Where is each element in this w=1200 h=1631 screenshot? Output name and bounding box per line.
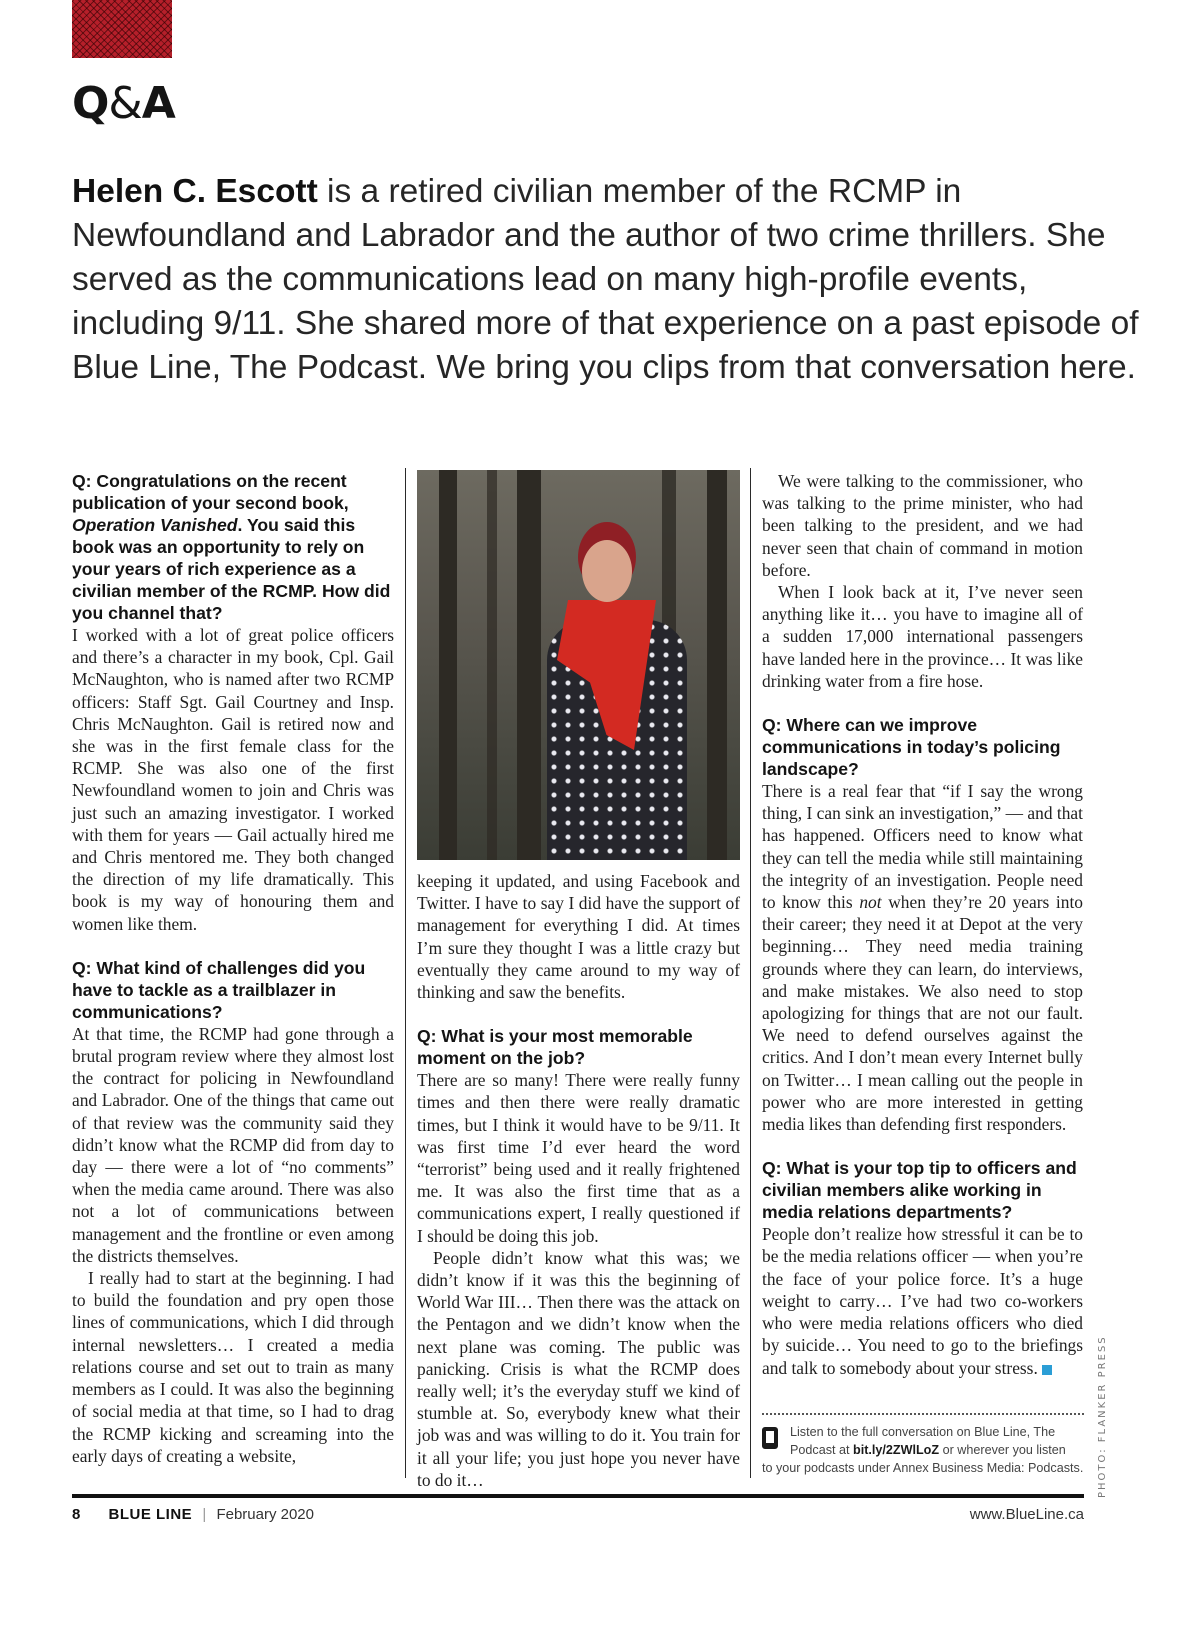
portrait-photo — [417, 470, 740, 860]
answer-paragraph: I worked with a lot of great police officers and there’s a character in my book, Cpl. Gail McNaughton, who is named after two RCMP officers: Staff Sgt. Gail Courtney and Insp. Chris McNaughton. Gail is retired now and she was in the first female class for the RCMP. She was also one of the first Newfoundland women to join and Chris was just such an amazing investigator. I worked with them for years — Gail actually hired me and Chris mentored me. They both changed the direction of my life dramatically. This book is my way of honouring them and women like them. — [72, 625, 394, 934]
photo-credit: PHOTO: FLANKER PRESS — [1097, 1335, 1108, 1498]
answer-paragraph: People don’t realize how stressful it can be to be the media relations officer — when you’re the face of your police force. It’s a huge weight to carry… I’ve had two co-workers who were media relations officers who died by suicide… You need to go to the briefings and talk to somebody about your stress. — [762, 1224, 1083, 1378]
podcast-callout: Listen to the full conversation on Blue Line, The Podcast at bit.ly/2ZWlLoZ or wherever you listen to your podcasts under Annex Business Media: Podcasts. — [762, 1413, 1084, 1477]
question-5: Q: What is your top tip to officers and civilian members alike working in media relations departments? — [762, 1158, 1077, 1223]
magazine-name: BLUE LINE — [108, 1506, 193, 1523]
podcast-link[interactable]: bit.ly/2ZWlLoZ — [853, 1443, 940, 1457]
answer-paragraph: At that time, the RCMP had gone through a brutal program review where they almost lost the contract for policing in Newfoundland and Labrador. One of the things that came out of that review was the community said they didn’t know what the RCMP did from day to day — there were a lot of “no comments” when the media came around. There was also not a lot of communications between management and the frontline or even among the districts themselves. — [72, 1023, 394, 1266]
end-of-article-icon — [1042, 1365, 1052, 1375]
website-link[interactable]: www.BlueLine.ca — [969, 1506, 1084, 1523]
page-footer: 8 BLUE LINE | February 2020 www.BlueLine.ca — [72, 1506, 1084, 1523]
article-column-3 — [762, 470, 1083, 1379]
book-title: Operation Vanished — [72, 515, 238, 535]
answer-paragraph: keeping it updated, and using Facebook and Twitter. I have to say I did have the support of management for everything I did. At times I’m sure they thought I was a little crazy but eventually they came around to my way of thinking and saw the benefits. — [417, 871, 740, 1003]
section-corner-pattern — [72, 0, 172, 58]
article-column-2 — [417, 470, 740, 1491]
answer-paragraph: When I look back at it, I’ve never seen anything like it… you have to imagine all of a sudden 17,000 international passengers have landed here in the province… It was like drinking water from a fire hose. — [762, 582, 1083, 691]
column-divider — [750, 468, 751, 1478]
question-3: Q: What is your most memorable moment on the job? — [417, 1026, 693, 1069]
answer-paragraph: There are so many! There were really funny times and then there were really dramatic times, but I think it would have to be 9/11. It was first time I’d ever heard the word “terrorist” being used and it really frightened me. It was also the first time that as a communications expert, I really questioned if I should be doing this job. — [417, 1070, 740, 1246]
answer-paragraph: There is a real fear that “if I say the wrong thing, I can sink an investigation,” — and that has happened. Officers need to know what they can tell the media while still maintaining the integrity of an investigation. People need to know this not when they’re 20 years into their career; they need it at Depot at the very beginning… They need media training grounds where they can learn, do interviews, and make mistakes. We also need to stop apologizing for things that are not our fault. We need to defend ourselves against the critics. And I don’t mean every Internet bully on Twitter… I mean calling out the people in power who are more interested in getting media likes than defending first responders. — [762, 781, 1083, 1135]
intro-paragraph: Helen C. Escott is a retired civilian member of the RCMP in Newfoundland and Labrador and the author of two crime thrillers. She served as the communications lead on many high-profile events, including 9/11. She shared more of that experience on a past episode of Blue Line, The Podcast. We bring you clips from that conversation here. — [72, 173, 1139, 386]
answer-paragraph: I really had to start at the beginning. I had to build the foundation and pry open those lines of communications, which I did through internal newsletters… I created a media relations course and set out to train as many members as I could. It was also the beginning of social media at that time, so I had to drag the RCMP kicking and screaming into the early days of creating a website, — [72, 1268, 394, 1466]
question-4: Q: Where can we improve communications in today’s policing landscape? — [762, 715, 1061, 780]
question-1: Q: Congratulations on the recent publication of your second book, Operation Vanished. You said this book was an opportunity to rely on your years of rich experience as a civilian member of the RCMP. How did you channel that? — [72, 471, 391, 623]
question-2: Q: What kind of challenges did you have to tackle as a trailblazer in communications? — [72, 957, 366, 1022]
tablet-icon — [762, 1427, 778, 1449]
page-number: 8 — [72, 1506, 81, 1523]
answer-paragraph: We were talking to the commissioner, who was talking to the prime minister, who had been talking to the president, and we had never seen that chain of command in motion before. — [762, 471, 1083, 580]
answer-paragraph: People didn’t know what this was; we didn’t know if it was this the beginning of World War III… Then there was the attack on the Pentagon and we didn’t know when the next plane was coming. The public was panicking. Crisis is what the RCMP does really well; it’s the everyday stuff we kind of stumble at. So, everybody knew what their job was and was willing to do it. You train for it all your life; you just hope you never have to do it… — [417, 1247, 740, 1490]
article-column-1 — [72, 470, 394, 1467]
interviewee-name: Helen C. Escott — [72, 173, 318, 210]
issue-date: February 2020 — [216, 1506, 314, 1523]
footer-rule — [72, 1494, 1084, 1498]
section-label: Q&A — [72, 78, 175, 129]
column-divider — [405, 468, 406, 1478]
